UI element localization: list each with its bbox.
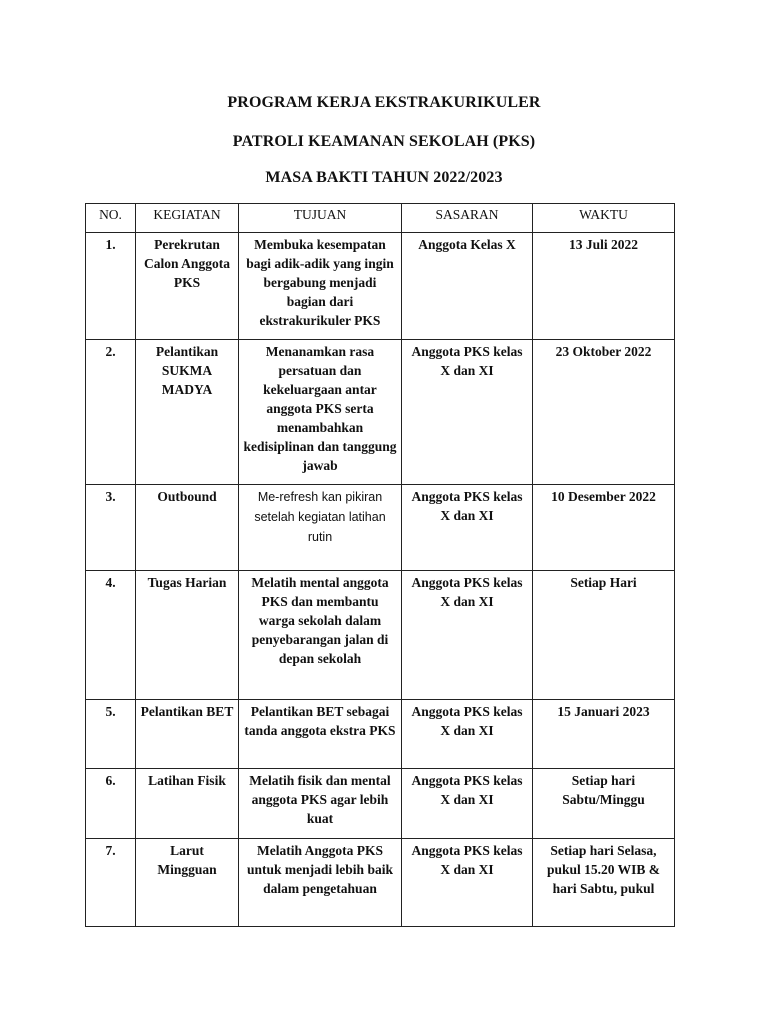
cell-no: 6. <box>86 769 136 839</box>
cell-no: 3. <box>86 485 136 571</box>
table-header-row <box>86 204 675 233</box>
cell-no: 2. <box>86 340 136 485</box>
cell-no: 1. <box>86 233 136 340</box>
cell-kegiatan: Larut Mingguan <box>136 839 239 927</box>
cell-kegiatan: Pelantikan BET <box>136 700 239 769</box>
cell-waktu: Setiap hari Sabtu/Minggu <box>533 769 675 839</box>
cell-tujuan: Pelantikan BET sebagai tanda anggota ekstra PKS <box>239 700 402 769</box>
header-sasaran: SASARAN <box>402 204 533 233</box>
cell-kegiatan: Latihan Fisik <box>136 769 239 839</box>
cell-sasaran: Anggota Kelas X <box>402 233 533 340</box>
cell-kegiatan: Outbound <box>136 485 239 571</box>
table-row <box>86 340 675 485</box>
document-period: MASA BAKTI TAHUN 2022/2023 <box>265 169 503 186</box>
cell-waktu: Setiap Hari <box>533 571 675 700</box>
cell-waktu: 10 Desember 2022 <box>533 485 675 571</box>
table-row <box>86 571 675 700</box>
header-kegiatan: KEGIATAN <box>136 204 239 233</box>
cell-sasaran: Anggota PKS kelas X dan XI <box>402 839 533 927</box>
cell-sasaran: Anggota PKS kelas X dan XI <box>402 340 533 485</box>
cell-no: 4. <box>86 571 136 700</box>
cell-kegiatan: Pelantikan SUKMA MADYA <box>136 340 239 485</box>
cell-tujuan: Menanamkan rasa persatuan dan kekeluargaan antar anggota PKS serta menambahkan kedisiplinan dan tanggung jawab <box>239 340 402 485</box>
document-subtitle: PATROLI KEAMANAN SEKOLAH (PKS) <box>232 133 536 150</box>
table-row <box>86 700 675 769</box>
cell-kegiatan: Tugas Harian <box>136 571 239 700</box>
cell-waktu: 13 Juli 2022 <box>533 233 675 340</box>
cell-waktu: 15 Januari 2023 <box>533 700 675 769</box>
cell-kegiatan: Perekrutan Calon Anggota PKS <box>136 233 239 340</box>
header-no: NO. <box>86 204 136 233</box>
cell-tujuan: Me-refresh kan pikiran setelah kegiatan latihan rutin <box>239 485 402 571</box>
cell-sasaran: Anggota PKS kelas X dan XI <box>402 571 533 700</box>
cell-tujuan: Melatih fisik dan mental anggota PKS agar lebih kuat <box>239 769 402 839</box>
cell-sasaran: Anggota PKS kelas X dan XI <box>402 769 533 839</box>
cell-no: 5. <box>86 700 136 769</box>
table-row <box>86 233 675 340</box>
cell-sasaran: Anggota PKS kelas X dan XI <box>402 485 533 571</box>
cell-tujuan: Membuka kesempatan bagi adik-adik yang ingin bergabung menjadi bagian dari ekstrakurikuler PKS <box>239 233 402 340</box>
header-tujuan: TUJUAN <box>239 204 402 233</box>
cell-tujuan: Melatih mental anggota PKS dan membantu warga sekolah dalam penyebarangan jalan di depan sekolah <box>239 571 402 700</box>
cell-waktu: 23 Oktober 2022 <box>533 340 675 485</box>
cell-tujuan: Melatih Anggota PKS untuk menjadi lebih baik dalam pengetahuan <box>239 839 402 927</box>
header-waktu: WAKTU <box>533 204 675 233</box>
cell-waktu: Setiap hari Selasa, pukul 15.20 WIB & hari Sabtu, pukul <box>533 839 675 927</box>
table-row <box>86 769 675 839</box>
table-row <box>86 839 675 927</box>
cell-no: 7. <box>86 839 136 927</box>
program-table <box>85 203 675 927</box>
cell-sasaran: Anggota PKS kelas X dan XI <box>402 700 533 769</box>
document-title: PROGRAM KERJA EKSTRAKURIKULER <box>227 94 541 111</box>
table-row <box>86 485 675 571</box>
